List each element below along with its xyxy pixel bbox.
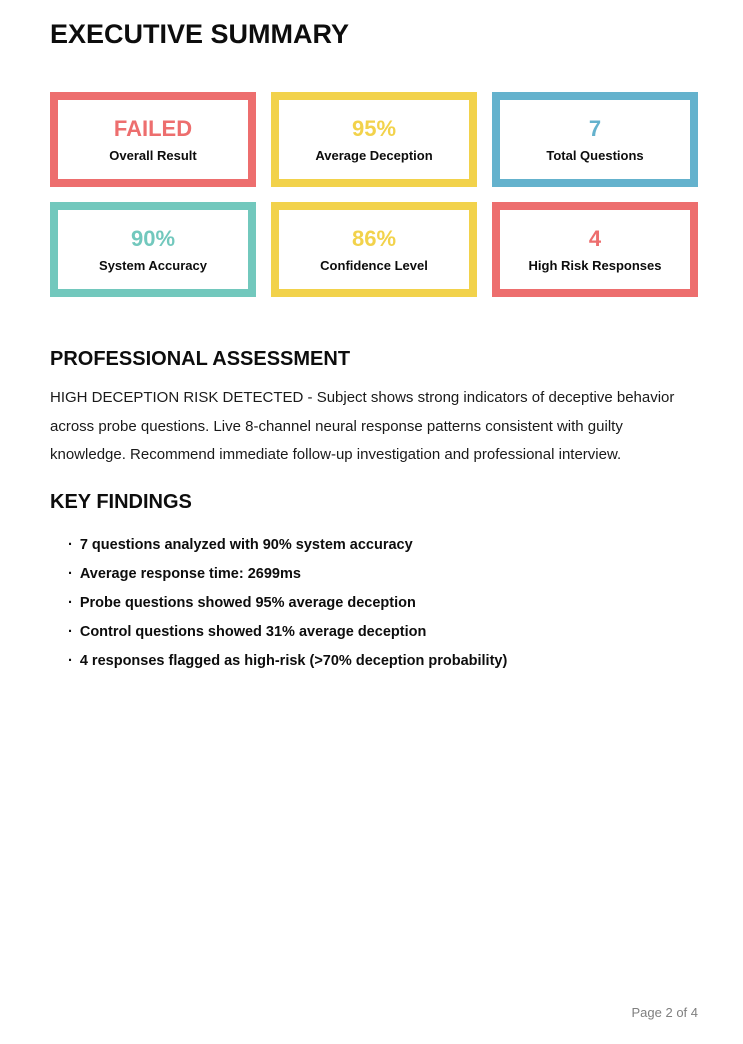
findings-list <box>50 531 698 676</box>
stat-card-high-risk-responses <box>492 202 698 297</box>
finding-text-4: Control questions showed 31% average deception <box>79 623 427 640</box>
finding-text-1: 7 questions analyzed with 90% system accuracy <box>79 536 413 553</box>
stat-value-total-questions: 7 <box>588 115 602 141</box>
bullet-dot: · <box>68 623 73 640</box>
summary-stats-grid <box>50 92 698 297</box>
stat-label-overall-result: Overall Result <box>109 147 197 163</box>
stat-card-average-deception <box>271 92 477 187</box>
stat-card-confidence-level <box>271 202 477 297</box>
stat-value-average-deception: 95% <box>351 115 397 141</box>
stat-label-average-deception: Average Deception <box>315 147 433 163</box>
professional-assessment-section <box>50 347 698 470</box>
finding-text-3: Probe questions showed 95% average deception <box>79 594 416 611</box>
finding-text-2: Average response time: 2699ms <box>79 565 301 582</box>
stat-label-system-accuracy: System Accuracy <box>99 257 207 273</box>
stat-label-confidence-level: Confidence Level <box>320 257 428 273</box>
finding-item-1 <box>68 531 698 560</box>
bullet-dot: · <box>68 652 73 669</box>
key-findings-section <box>50 490 698 676</box>
stat-value-system-accuracy: 90% <box>130 225 176 251</box>
stat-card-overall-result <box>50 92 256 187</box>
stat-value-overall-result: FAILED <box>113 115 193 141</box>
finding-item-4 <box>68 618 698 647</box>
assessment-body-text: HIGH DECEPTION RISK DETECTED - Subject shows strong indicators of deceptive behavior across probe questions. Live 8-channel neural response patterns consistent with guilty knowledge. Recommend immediate follow-up investigation and professional interview. <box>50 389 675 464</box>
key-findings-heading: KEY FINDINGS <box>50 490 192 513</box>
page-title: EXECUTIVE SUMMARY <box>50 19 350 49</box>
stat-value-confidence-level: 86% <box>351 225 397 251</box>
page-number: Page 2 of 4 <box>631 1005 698 1020</box>
bullet-dot: · <box>68 565 73 582</box>
finding-item-2 <box>68 560 698 589</box>
stat-label-total-questions: Total Questions <box>546 147 644 163</box>
bullet-dot: · <box>68 536 73 553</box>
stat-label-high-risk-responses: High Risk Responses <box>528 257 662 273</box>
stat-card-total-questions <box>492 92 698 187</box>
finding-text-5: 4 responses flagged as high-risk (>70% deception probability) <box>79 652 508 669</box>
finding-item-3 <box>68 589 698 618</box>
assessment-heading: PROFESSIONAL ASSESSMENT <box>50 348 351 371</box>
stat-value-high-risk-responses: 4 <box>588 225 602 251</box>
stat-card-system-accuracy <box>50 202 256 297</box>
bullet-dot: · <box>68 594 73 611</box>
finding-item-5 <box>68 647 698 676</box>
